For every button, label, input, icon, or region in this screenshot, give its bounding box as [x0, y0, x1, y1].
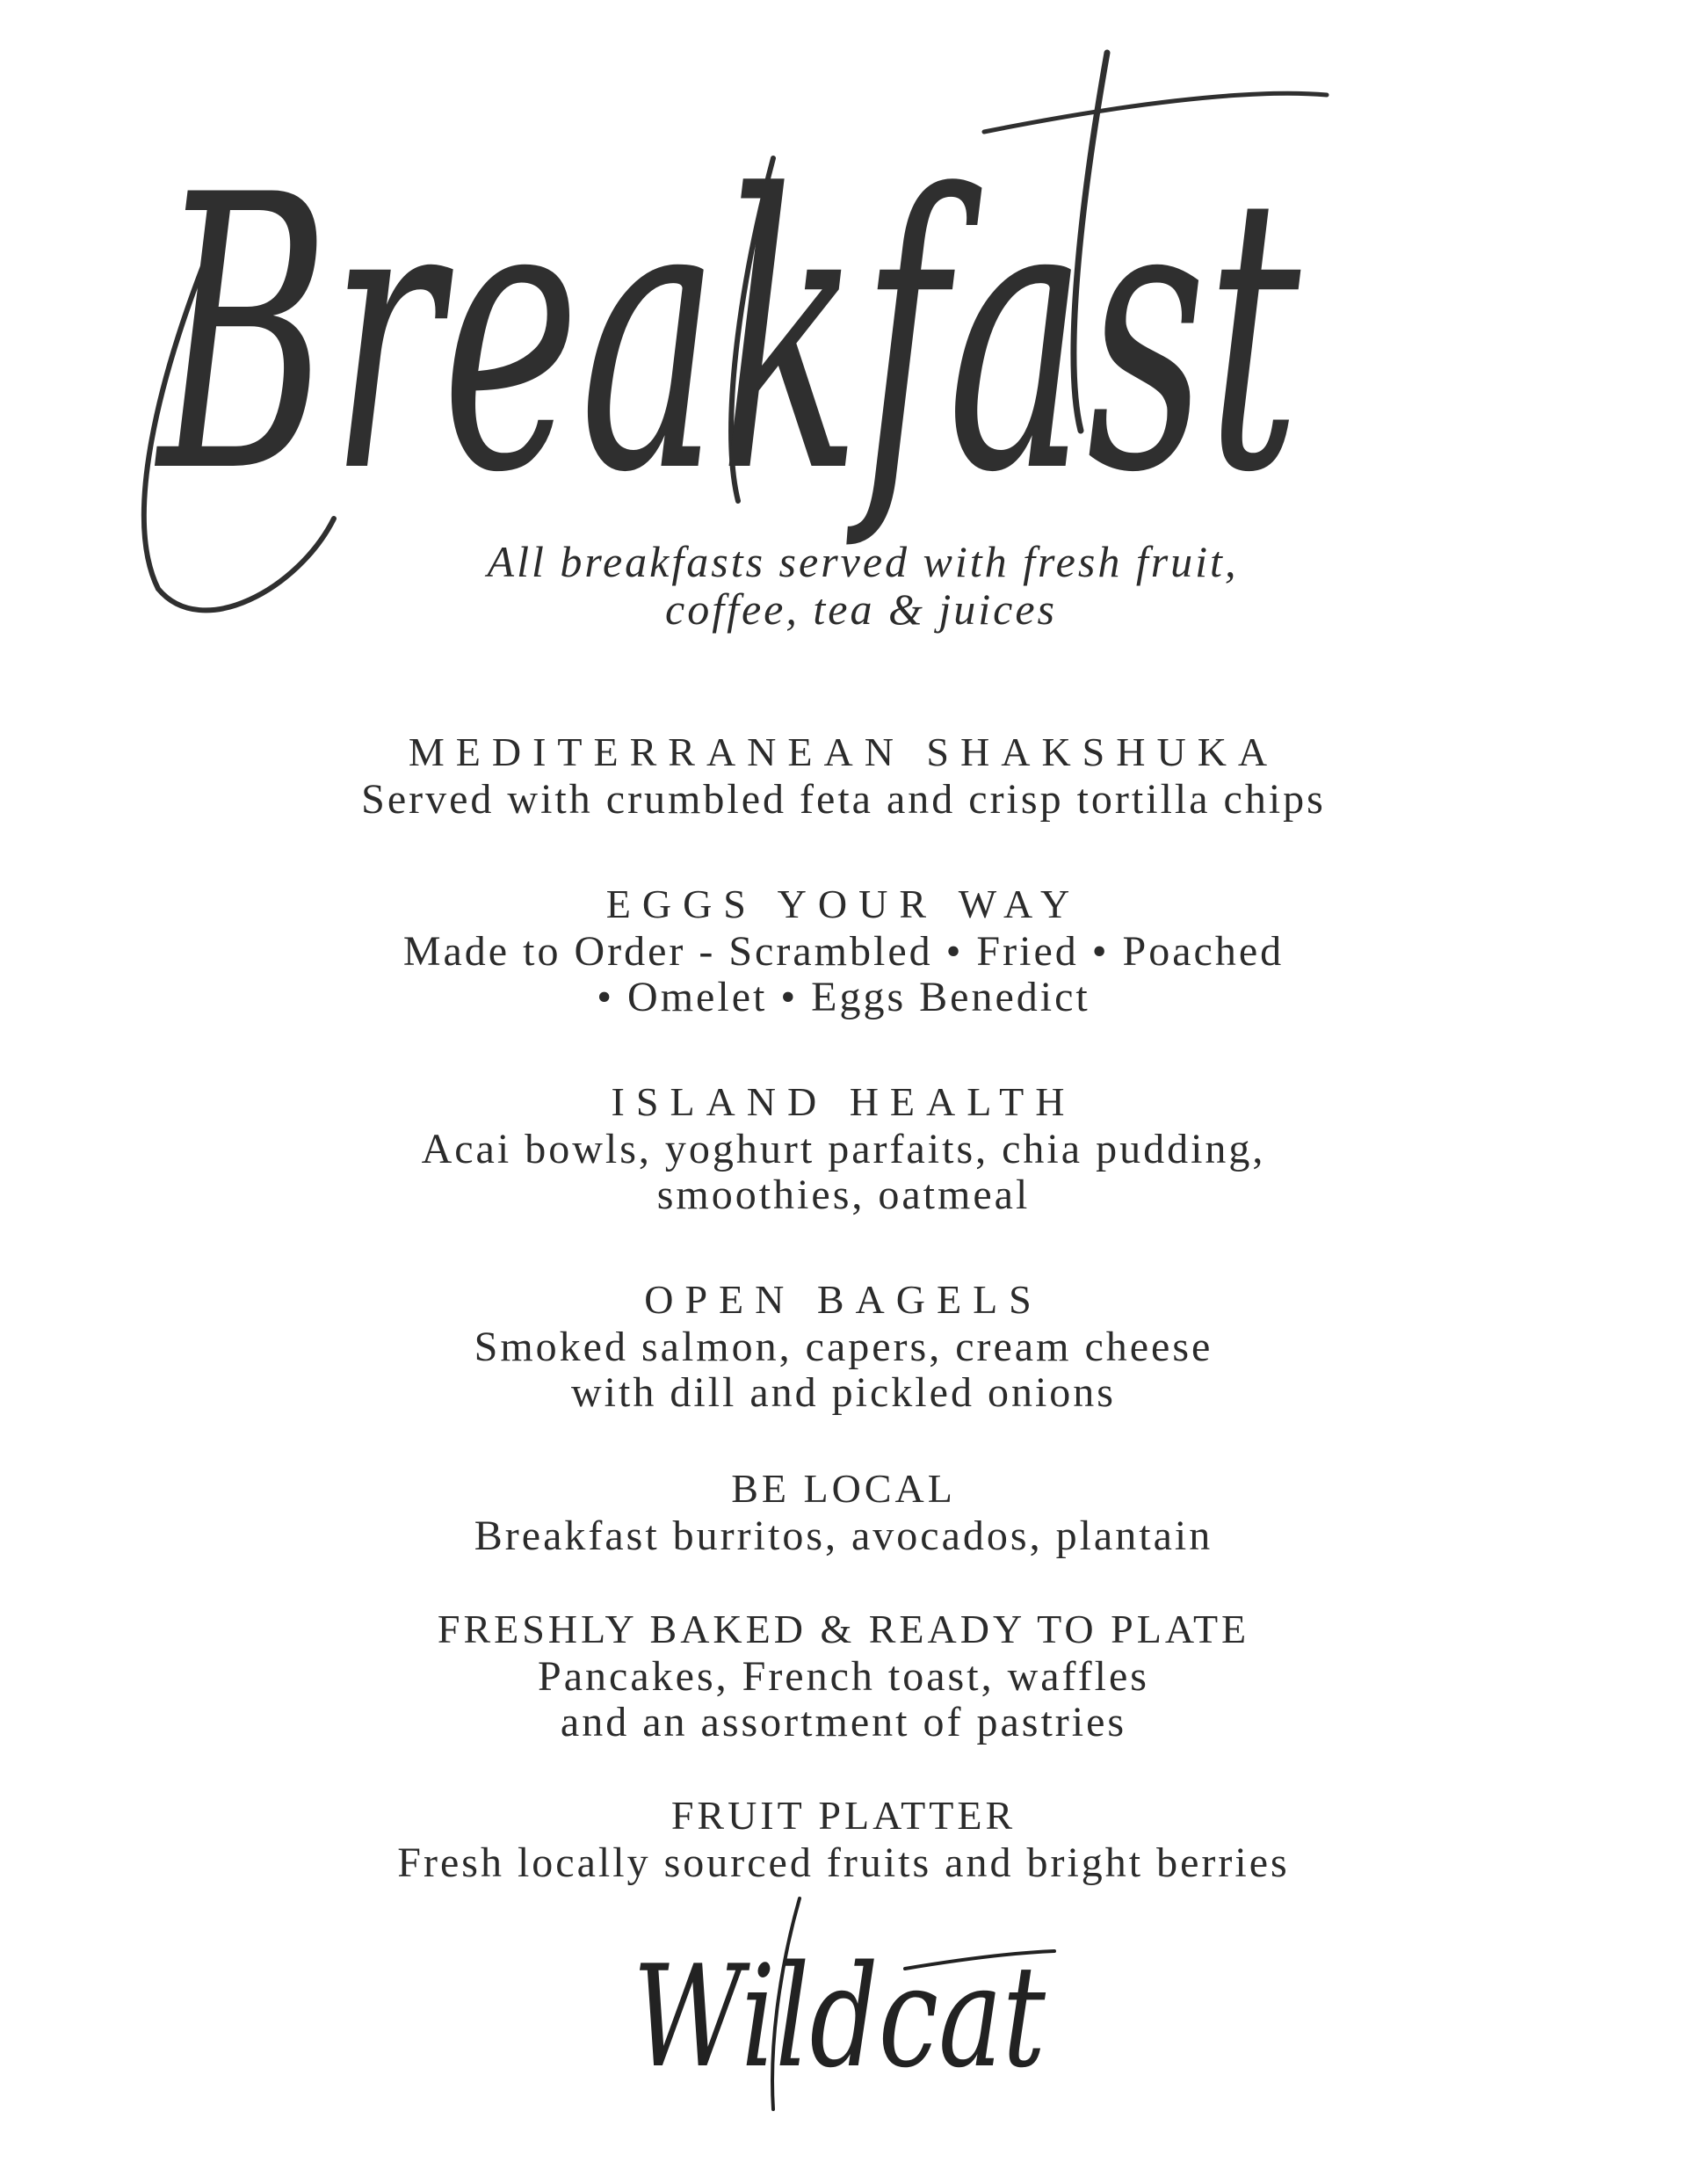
description-line: Made to Order - Scrambled • Fried • Poached [402, 928, 1285, 975]
tagline-line: coffee, tea & juices [665, 584, 1057, 634]
title-text: Breakfast [154, 116, 1302, 555]
signature-graphic [615, 1890, 1072, 2136]
menu-item-name: EGGS YOUR WAY [605, 882, 1082, 926]
menu-item-description [0, 1840, 1687, 1886]
menu-item-name: ISLAND HEALTH [611, 1079, 1076, 1124]
menu-item-description [0, 1324, 1687, 1416]
menu-item-description [0, 777, 1687, 823]
menu-item-name: MEDITERRANEAN SHAKSHUKA [408, 729, 1279, 774]
description-line: Acai bowls, yoghurt parfaits, chia pudding, [421, 1126, 1266, 1172]
description-line: Pancakes, French toast, waffles [538, 1653, 1149, 1700]
menu-item-description [0, 1513, 1687, 1559]
signature-text: Wildcat [633, 1934, 1046, 2099]
description-line: Breakfast burritos, avocados, plantain [474, 1513, 1213, 1559]
tagline [0, 538, 1687, 633]
menu-item [0, 880, 1687, 1020]
signature-logo [615, 1890, 1072, 2136]
menu-item-description [0, 929, 1687, 1020]
description-line: smoothies, oatmeal [656, 1172, 1031, 1218]
menu-list [0, 728, 1687, 1886]
menu-item-name: FRESHLY BAKED & READY TO PLATE [437, 1607, 1250, 1651]
menu-item [0, 1791, 1687, 1886]
menu-item [0, 1275, 1687, 1416]
description-line: and an assortment of pastries [560, 1699, 1127, 1745]
tagline-line: All breakfasts served with fresh fruit, [487, 537, 1239, 586]
menu-item-description [0, 1654, 1687, 1745]
menu-item [0, 1605, 1687, 1745]
menu-item [0, 1464, 1687, 1559]
menu-item-name: FRUIT PLATTER [670, 1793, 1017, 1838]
description-line: Fresh locally sourced fruits and bright berries [397, 1839, 1290, 1886]
description-line: Served with crumbled feta and crisp tortilla chips [361, 776, 1326, 823]
menu-item [0, 728, 1687, 823]
menu-item [0, 1077, 1687, 1218]
description-line: Smoked salmon, capers, cream cheese [474, 1324, 1213, 1370]
menu-item-name: BE LOCAL [731, 1466, 956, 1511]
description-line: • Omelet • Eggs Benedict [597, 974, 1090, 1020]
menu-item-name: OPEN BAGELS [644, 1277, 1043, 1322]
menu-item-description [0, 1127, 1687, 1218]
description-line: with dill and pickled onions [571, 1369, 1116, 1416]
